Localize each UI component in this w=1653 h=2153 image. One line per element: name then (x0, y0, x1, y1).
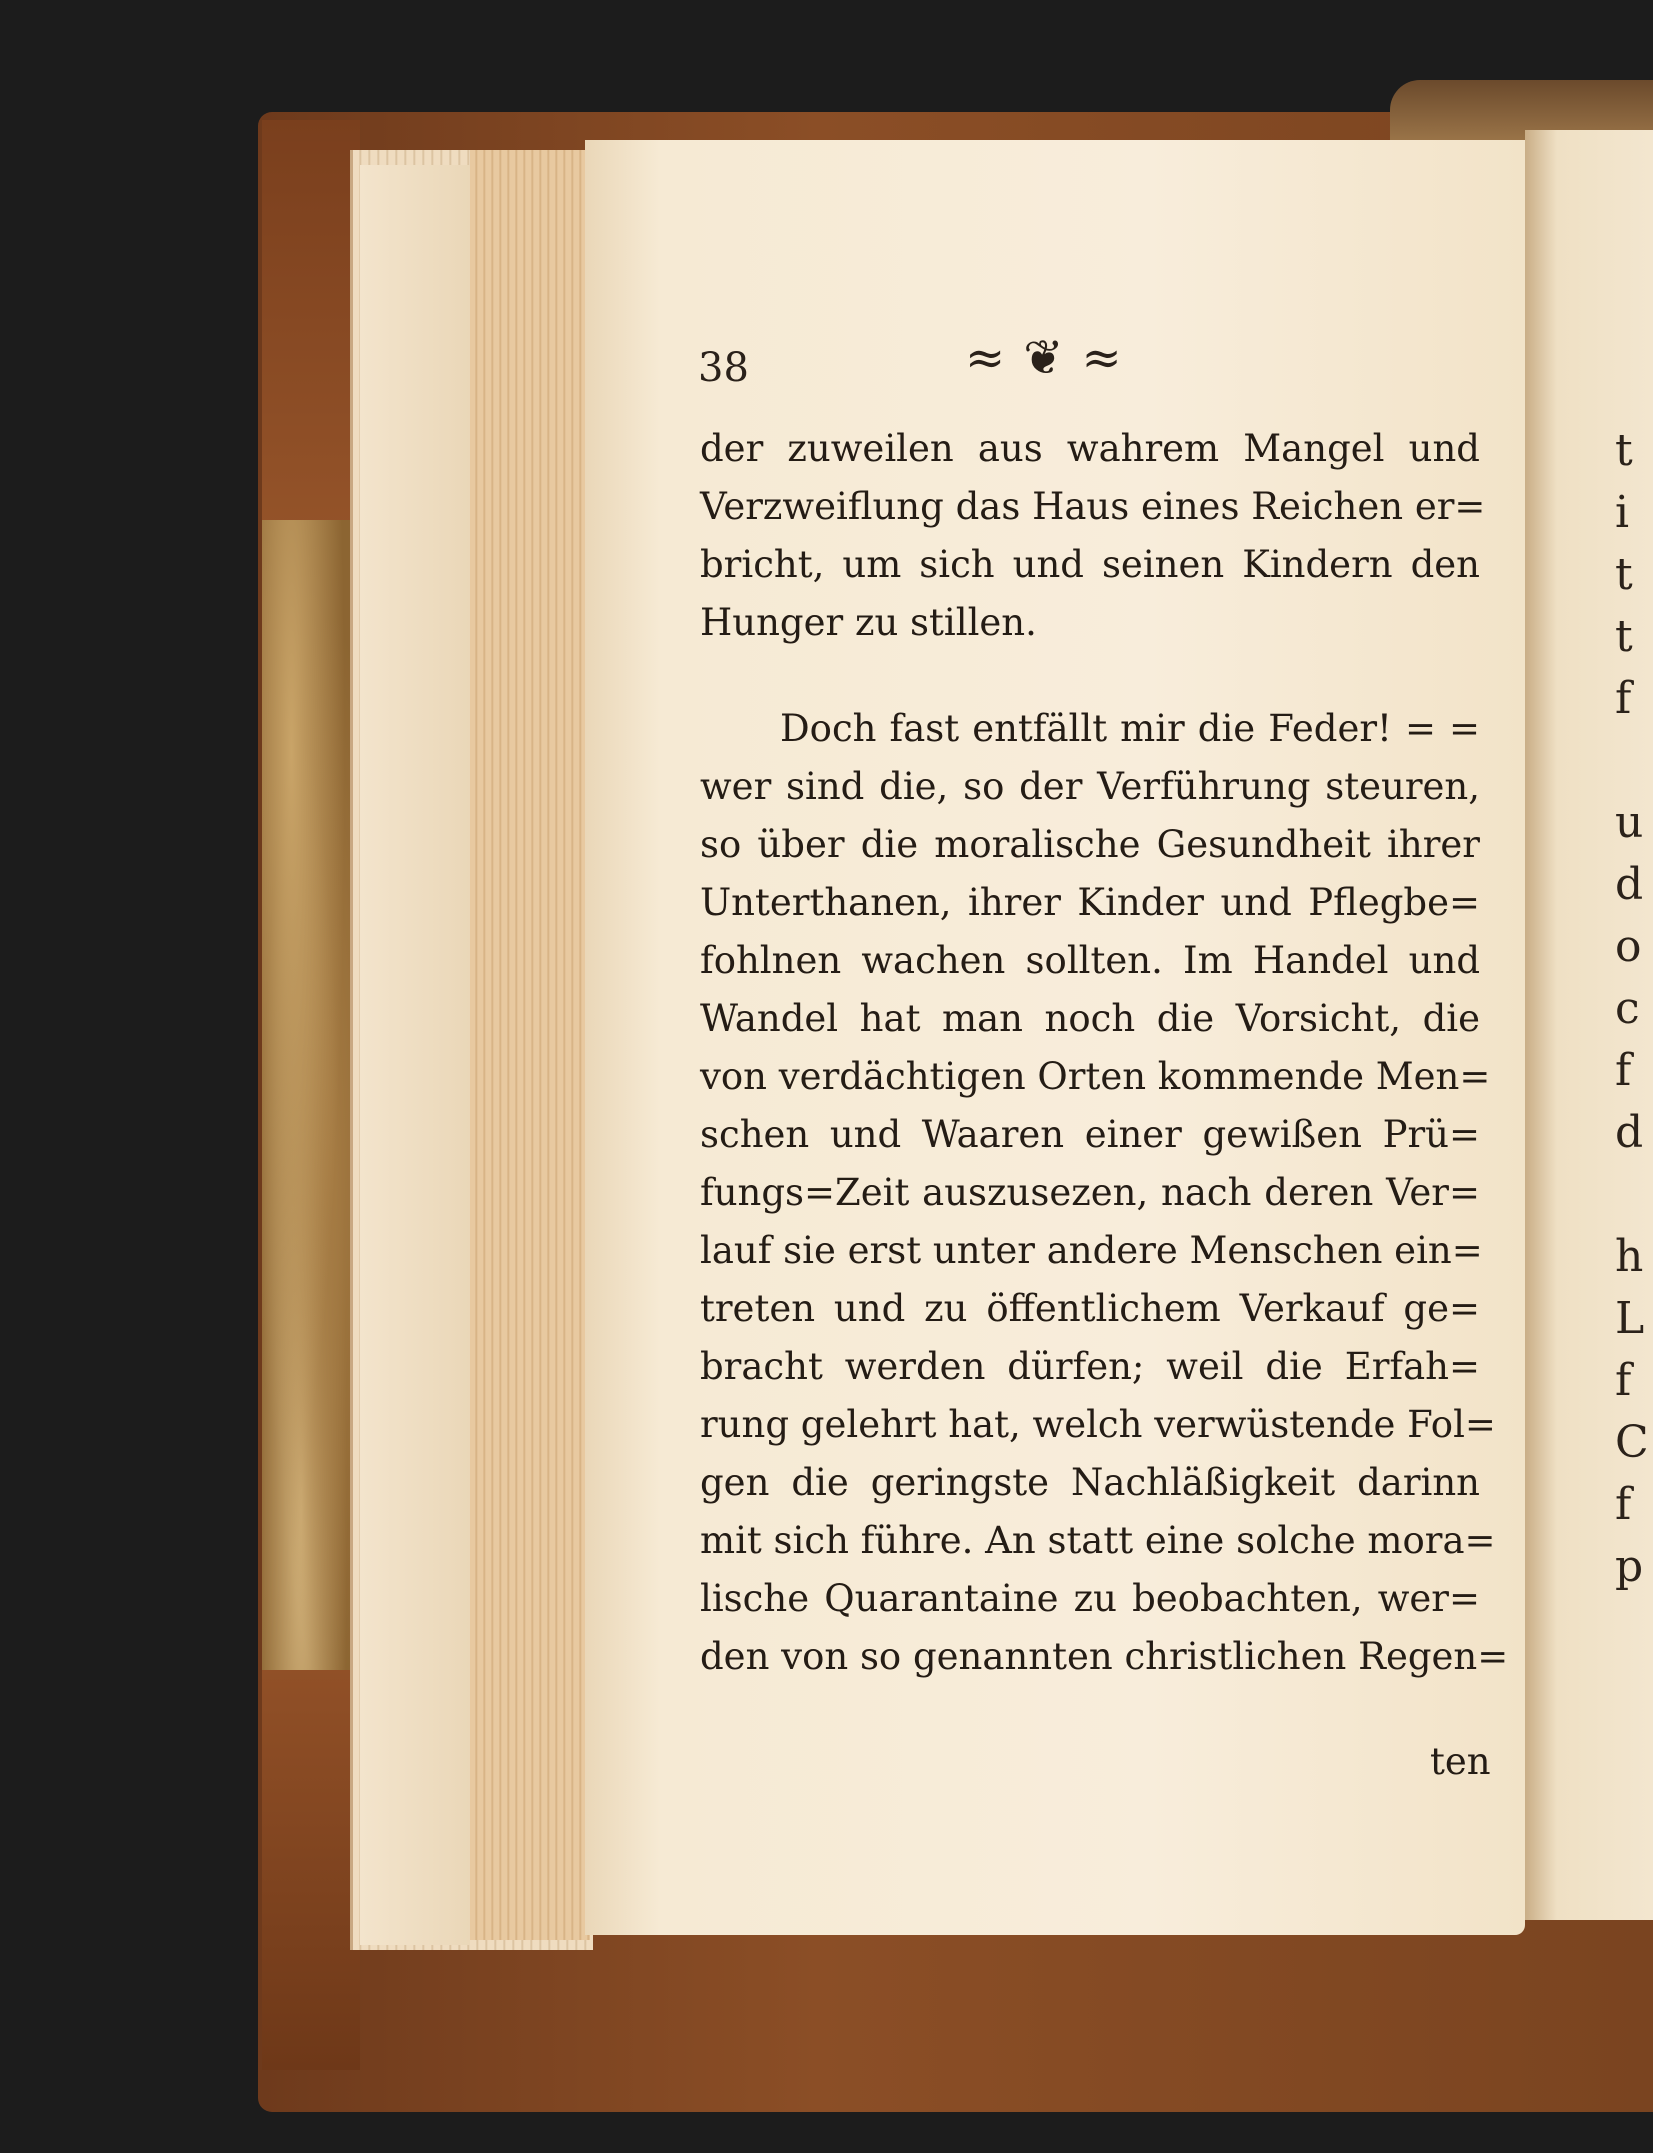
text-line: fungs=Zeit auszusezen, nach deren Ver= (700, 1171, 1480, 1214)
facing-page-fragment (1615, 1164, 1653, 1226)
page-number: 38 (698, 345, 749, 391)
catchword: ten (1430, 1740, 1491, 1783)
text-line: treten und zu öffentlichem Verkauf ge= (700, 1287, 1480, 1330)
facing-page-fragment: t (1615, 611, 1633, 662)
text-line: Hunger zu stillen. (700, 601, 1037, 644)
facing-page-text (1615, 420, 1653, 1598)
text-line: wer sind die, so der Verführung steuren, (700, 765, 1480, 808)
facing-page-fragment: d (1615, 1107, 1644, 1158)
facing-page-fragment: C (1615, 1417, 1649, 1468)
text-line: lische Quarantaine zu beobachten, wer= (700, 1577, 1480, 1620)
leather-corner-bottom (262, 1670, 360, 2070)
facing-page-fragment: f (1615, 1355, 1632, 1406)
text-line: so über die moralische Gesundheit ihrer (700, 823, 1480, 866)
text-line: gen die geringste Nachläßigkeit darinn (700, 1461, 1480, 1504)
facing-page-fragment: L (1615, 1293, 1645, 1344)
text-line: Verzweiflung das Haus eines Reichen er= (700, 485, 1486, 528)
facing-page-fragment: h (1615, 1231, 1644, 1282)
facing-page-fragment: t (1615, 425, 1633, 476)
facing-page-fragment: p (1615, 1541, 1644, 1592)
text-line: lauf sie erst unter andere Menschen ein= (700, 1229, 1483, 1272)
text-line: bricht, um sich und seinen Kindern den (700, 543, 1480, 586)
text-line: der zuweilen aus wahrem Mangel und (700, 427, 1480, 470)
text-line: bracht werden dürfen; weil die Erfah= (700, 1345, 1480, 1388)
gutter-edges (470, 150, 590, 1940)
facing-page-fragment: u (1615, 797, 1644, 848)
facing-page-fragment: c (1615, 983, 1640, 1034)
text-line: Doch fast entfällt mir die Feder! = = (780, 707, 1480, 750)
text-line: den von so genannten christlichen Regen= (700, 1635, 1509, 1678)
facing-page-fragment: d (1615, 859, 1644, 910)
facing-page-fragment: f (1615, 1045, 1632, 1096)
facing-page-fragment: f (1615, 673, 1632, 724)
facing-page-fragment: f (1615, 1479, 1632, 1530)
body-text (700, 420, 1509, 1686)
header-ornament: ≈❦≈ (965, 330, 1140, 386)
facing-page-fragment (1615, 730, 1653, 792)
text-line: rung gelehrt hat, welch verwüstende Fol= (700, 1403, 1496, 1446)
text-line: mit sich führe. An statt eine solche mora= (700, 1519, 1496, 1562)
facing-page-fragment: i (1615, 487, 1630, 538)
text-line: Unterthanen, ihrer Kinder und Pflegbe= (700, 881, 1480, 924)
marbled-board (262, 520, 360, 1680)
text-line: Wandel hat man noch die Vorsicht, die (700, 997, 1480, 1040)
page-block (360, 165, 470, 1945)
facing-page-fragment: t (1615, 549, 1633, 600)
paragraph-gap (700, 652, 1480, 700)
leather-corner-top (262, 120, 360, 530)
text-line: schen und Waaren einer gewißen Prü= (700, 1113, 1480, 1156)
text-line: von verdächtigen Orten kommende Men= (700, 1055, 1491, 1098)
text-line: fohlnen wachen sollten. Im Handel und (700, 939, 1480, 982)
facing-page-fragment: o (1615, 921, 1642, 972)
